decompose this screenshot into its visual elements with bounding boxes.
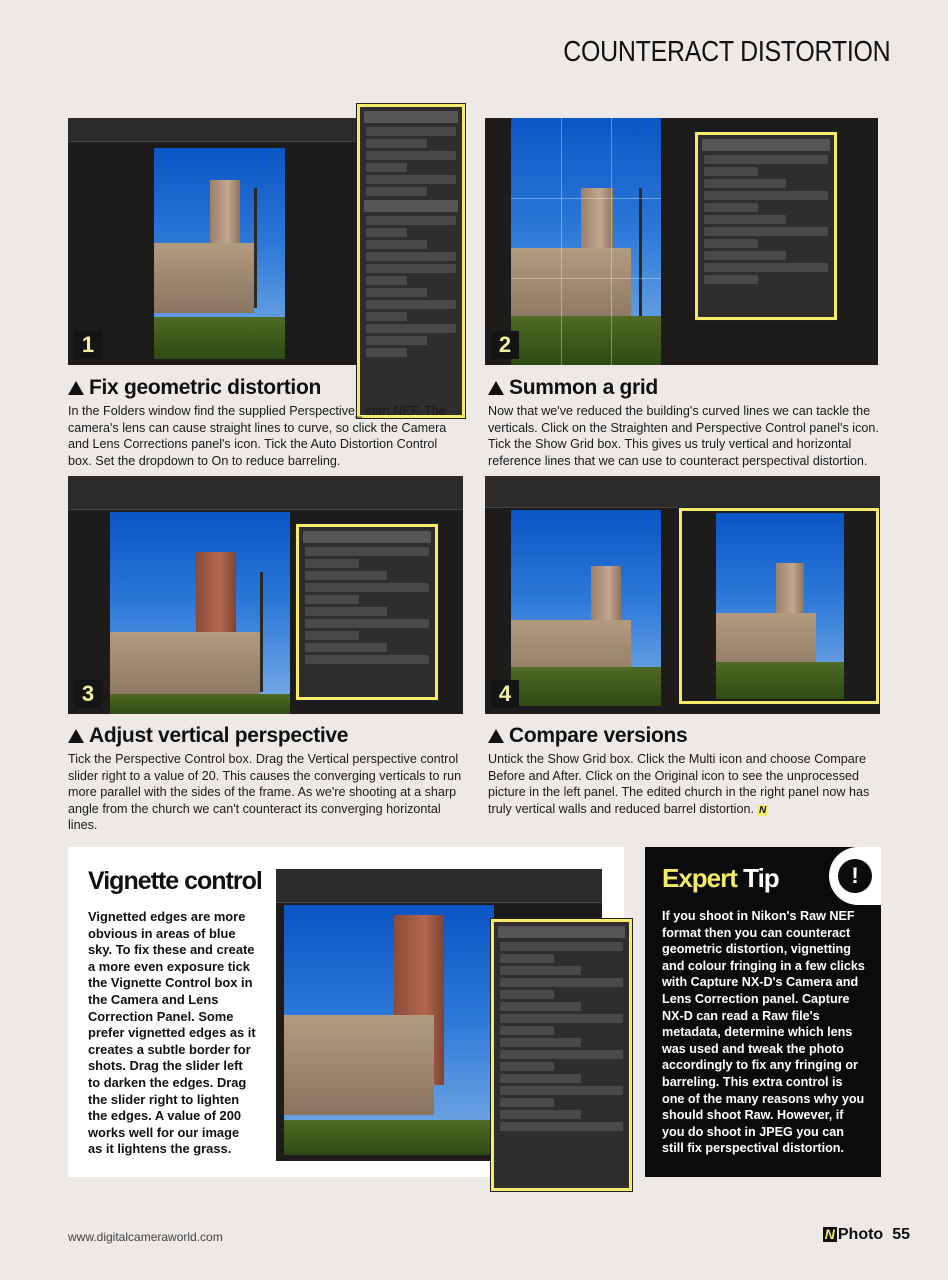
expert-tip-title: Expert Tip [662, 863, 779, 893]
step-1-title: Fix geometric distortion [68, 376, 321, 400]
step-2-screenshot [485, 118, 878, 365]
step-4-title: Compare versions [488, 724, 687, 748]
app-toolbar [276, 869, 602, 903]
step-number-badge: 2 [491, 331, 519, 359]
vignette-lens-panel [491, 919, 632, 1191]
triangle-icon [68, 729, 84, 743]
step-2-text: Now that we've reduced the building's curved lines we can tackle the verticals. Click on the Straighten and Perspective Control panel's icon. Tick the Show Grid box. This gives us truly vertical and horizontal reference lines that we can use to counteract perspectival distortion. [488, 404, 879, 468]
step-1-text: In the Folders window find the supplied Perspective_ start.NEF. The camera's lens can cause straight lines to curve, so click the Camera and Lens Corrections panel's icon. Tick the Auto Distortion Control box. Set the dropdown to On to reduce barreling. [68, 404, 447, 468]
page-header-title: COUNTERACT DISTORTION [562, 36, 890, 68]
step-3-title: Adjust vertical perspective [68, 724, 348, 748]
triangle-icon [68, 381, 84, 395]
camera-lens-corrections-panel [357, 104, 465, 418]
photo-sky [154, 148, 285, 359]
step-number-badge: 4 [491, 680, 519, 708]
photo-sky-before [511, 510, 661, 706]
straighten-perspective-panel [695, 132, 837, 320]
compare-after-view [679, 508, 879, 704]
footer-brand: N Photo 55 [824, 1226, 910, 1243]
step-3-text: Tick the Perspective Control box. Drag the Vertical perspective control slider right to a value of 20. This causes the converging verticals to run more parallel with the sides of the frame. As we're shooting at a sharp angle from the church we can't counteract its converging horizontal lines. [68, 752, 462, 833]
vignette-text: Vignetted edges are more obvious in areas of blue sky. To fix these and create a more even exposure tick the Vignette Control box in the Camera and Lens Correction Panel. Some prefer vignetted edges as it creates a subtle border for shots. Drag the slider left to darken the edges. Drag the slider right to lighten the edges. A value of 200 works well for our image as it lightens the grass. [88, 909, 256, 1157]
photo-sky [284, 905, 494, 1155]
triangle-icon [488, 729, 504, 743]
exclamation-icon: ! [829, 847, 881, 905]
n-photo-end-icon: N [759, 804, 767, 816]
app-toolbar [485, 476, 880, 508]
photo-sky [110, 512, 290, 714]
triangle-icon [488, 381, 504, 395]
step-number-badge: 1 [74, 331, 102, 359]
expert-tip-text: If you shoot in Nikon's Raw NEF format then you can counteract geometric distortion, vignetting and colour fringing in a few clicks with Capture NX-D's Camera and Lens Correction panel. Capture NX-D can read a Raw file's metadata, determine which lens was used and tweak the photo accordingly to fix any fringing or barreling. This extra control is one of the many reasons why you should shoot Raw. However, if you do shoot in JPEG you can still fix perspectival distortion. [662, 909, 865, 1156]
page-number: 55 [892, 1226, 910, 1243]
perspective-control-panel [296, 524, 438, 700]
step-2-title: Summon a grid [488, 376, 658, 400]
photo-sky [511, 118, 661, 365]
step-3-screenshot [68, 476, 463, 714]
footer-url: www.digitalcameraworld.com [68, 1230, 223, 1244]
expert-tip-box [645, 847, 881, 1177]
step-number-badge: 3 [74, 680, 102, 708]
step-4-text: Untick the Show Grid box. Click the Multi icon and choose Compare Before and After. Click on the Original icon to see the unprocessed picture in the left panel. The edited church in the right panel now has truly vertical walls and reduced barrel distortion. N [488, 752, 870, 816]
vignette-title: Vignette control [88, 867, 262, 895]
step-4-screenshot [485, 476, 880, 714]
n-photo-logo: N [824, 1226, 835, 1242]
app-toolbar [68, 476, 463, 510]
